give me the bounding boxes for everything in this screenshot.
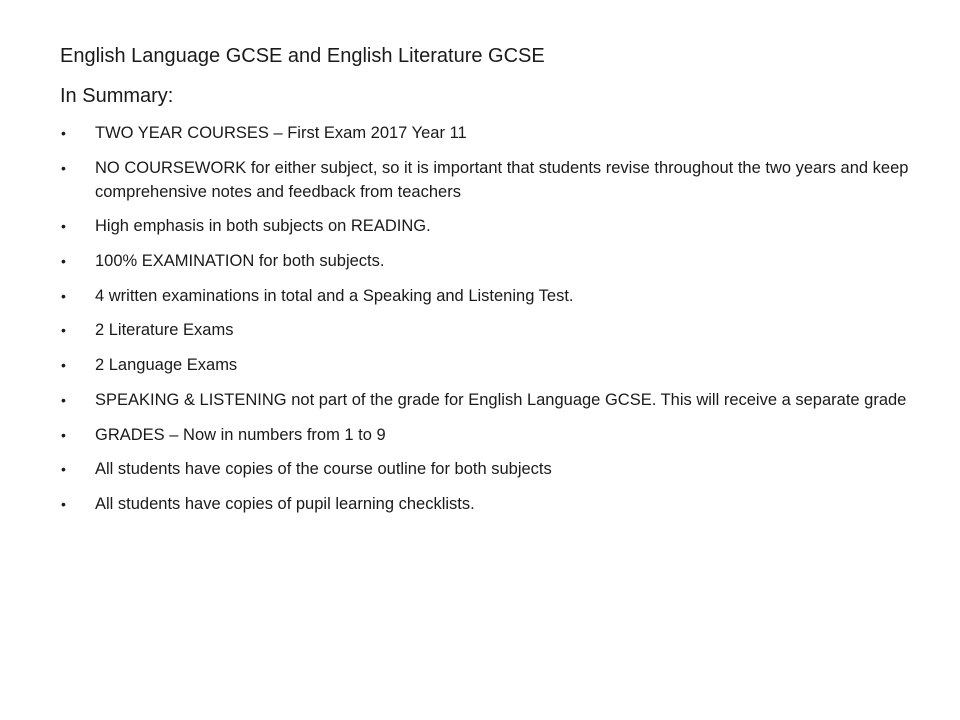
slide-subtitle: In Summary:: [60, 85, 174, 107]
bullet-text: NO COURSEWORK for either subject, so it is important that students revise throughout the two years and keep comprehensive notes and feedback from teachers: [95, 158, 909, 201]
list-item: [60, 156, 920, 204]
list-item: [60, 492, 920, 516]
bullet-icon: •: [61, 125, 66, 141]
list-item: [60, 388, 920, 412]
list-item: [60, 457, 920, 481]
bullet-icon: •: [61, 461, 66, 478]
list-item: [60, 249, 920, 273]
bullet-text: 2 Literature Exams: [95, 321, 234, 340]
bullet-icon: •: [61, 287, 66, 304]
bullet-text: TWO YEAR COURSES – First Exam 2017 Year 11: [95, 124, 467, 142]
bullet-icon: •: [61, 253, 66, 270]
bullet-icon: •: [61, 357, 66, 374]
bullet-icon: •: [61, 159, 66, 176]
list-item: [60, 318, 920, 342]
bullet-icon: •: [61, 426, 66, 443]
bullet-text: SPEAKING & LISTENING not part of the grade for English Language GCSE. This will receive a separate grade: [95, 390, 907, 409]
bullet-text: 2 Language Exams: [95, 356, 238, 375]
bullet-list: [60, 121, 920, 527]
bullet-text: All students have copies of the course outline for both subjects: [95, 460, 552, 479]
list-item: [60, 121, 920, 145]
bullet-icon: •: [61, 391, 66, 408]
list-item: [60, 214, 920, 238]
bullet-icon: •: [61, 218, 66, 235]
bullet-text: GRADES – Now in numbers from 1 to 9: [95, 425, 386, 444]
bullet-text: All students have copies of pupil learning checklists.: [95, 494, 475, 513]
bullet-text: 100% EXAMINATION for both subjects.: [95, 252, 385, 271]
bullet-icon: •: [61, 322, 66, 339]
list-item: [60, 423, 920, 447]
list-item: [60, 284, 920, 308]
bullet-text: High emphasis in both subjects on READING.: [95, 217, 431, 236]
bullet-text: 4 written examinations in total and a Speaking and Listening Test.: [95, 286, 574, 305]
slide-title: English Language GCSE and English Literature GCSE: [60, 45, 545, 67]
list-item: [60, 353, 920, 377]
bullet-icon: •: [61, 495, 66, 512]
